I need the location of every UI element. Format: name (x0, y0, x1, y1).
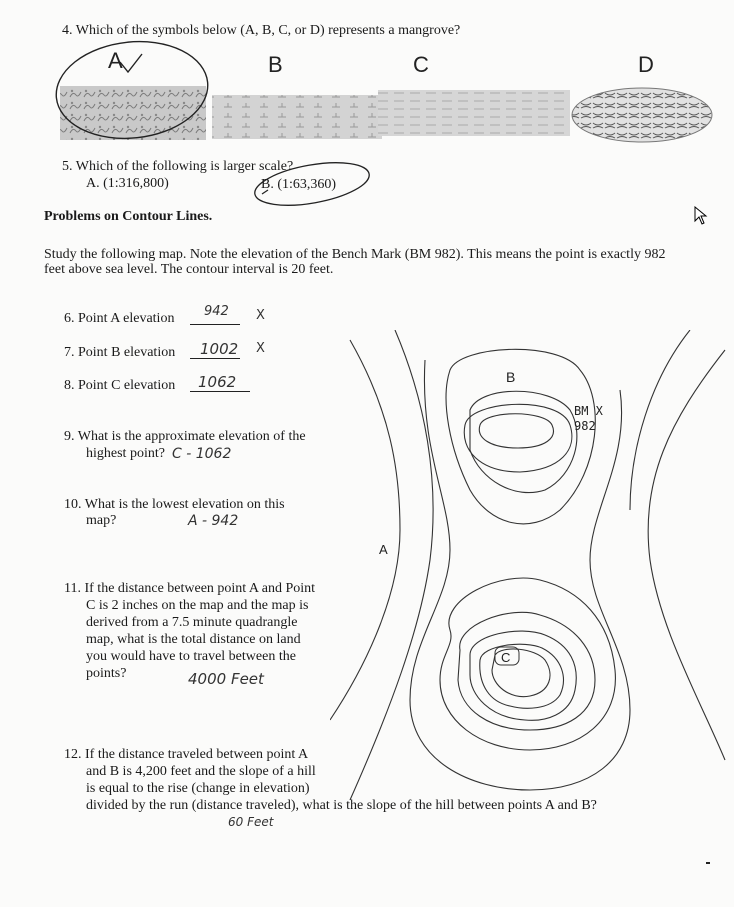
question-12-line4: divided by the run (distance traveled), what is the slope of the hill between points A and B? (86, 798, 597, 813)
question-11-line5: you would have to travel between the (86, 649, 296, 664)
contour-line (479, 414, 553, 448)
contour-map (330, 330, 730, 820)
answer-circle-b (250, 158, 375, 210)
map-point-a: A (379, 542, 388, 557)
question-11-line3: derived from a 7.5 minute quadrangle (86, 615, 298, 630)
question-11-line2: C is 2 inches on the map and the map is (86, 598, 309, 613)
question-9-answer: C - 1062 (172, 446, 232, 462)
question-7-answer: 1002 (200, 340, 239, 358)
contour-line (458, 612, 595, 730)
question-7-label: 7. Point B elevation (64, 345, 176, 360)
section-heading: Problems on Contour Lines. (44, 209, 213, 224)
question-6-wrong-mark: X (256, 308, 265, 323)
question-8-answer: 1062 (198, 373, 237, 391)
question-5-option-a: A. (1:316,800) (86, 176, 169, 191)
question-12-line2: and B is 4,200 feet and the slope of a hill (86, 764, 316, 779)
symbol-label-d: D (638, 52, 654, 77)
benchmark-label-line1: BM X (574, 404, 603, 418)
map-point-c: C (501, 650, 511, 665)
question-8-label: 8. Point C elevation (64, 378, 176, 393)
question-12-answer: 60 Feet (228, 815, 274, 829)
question-4-text: 4. Which of the symbols below (A, B, C, or D) represents a mangrove? (62, 23, 461, 38)
swamp-symbol-c (378, 90, 570, 136)
question-10-line1: 10. What is the lowest elevation on this (64, 497, 285, 512)
contour-line (350, 330, 433, 800)
question-5-text: 5. Which of the following is larger scale? (62, 159, 294, 174)
question-5-option-b: B. (1:63,360) (261, 177, 337, 192)
section-intro-line2: feet above sea level. The contour interval is 20 feet. (44, 262, 334, 277)
benchmark-label-line2: 982 (574, 419, 596, 433)
symbol-d (572, 88, 712, 142)
question-10-line2: map? (86, 513, 117, 528)
question-7-answer-line[interactable] (190, 338, 240, 359)
question-6-label: 6. Point A elevation (64, 311, 175, 326)
question-6-answer: 942 (204, 304, 229, 319)
question-10-answer: A - 942 (188, 513, 239, 529)
mouse-cursor-icon (694, 206, 708, 226)
question-7-wrong-mark: X (256, 341, 265, 356)
question-11-line6: points? (86, 666, 127, 681)
question-12-line1: 12. If the distance traveled between point A (64, 747, 309, 762)
contour-line (630, 330, 690, 510)
map-symbols-row (40, 40, 720, 160)
mangrove-symbol-a (60, 86, 206, 140)
symbol-label-b: B (268, 52, 283, 77)
question-12-line3: is equal to the rise (change in elevation) (86, 781, 310, 796)
map-point-b: B (506, 369, 516, 385)
question-6-answer-line[interactable] (190, 304, 240, 325)
question-11-line1: 11. If the distance between point A and Point (64, 581, 316, 596)
symbol-label-c: C (413, 52, 429, 77)
contour-line (648, 350, 725, 760)
contour-line (470, 391, 577, 492)
section-intro-line1: Study the following map. Note the elevation of the Bench Mark (BM 982). This means the point is exactly 982 (44, 247, 666, 262)
question-11-answer: 4000 Feet (188, 670, 264, 688)
contour-line (464, 404, 572, 472)
stray-mark (706, 862, 710, 864)
question-9-line2: highest point? (86, 446, 165, 461)
contour-line (446, 349, 595, 524)
contour-line (440, 578, 615, 750)
question-11-line4: map, what is the total distance on land (86, 632, 301, 647)
marsh-symbol-b (212, 95, 382, 139)
contour-line (330, 340, 400, 720)
symbol-label-a: A (108, 48, 123, 73)
check-mark-icon (120, 54, 142, 72)
question-8-answer-line[interactable] (190, 371, 250, 392)
question-9-line1: 9. What is the approximate elevation of the (64, 429, 306, 444)
